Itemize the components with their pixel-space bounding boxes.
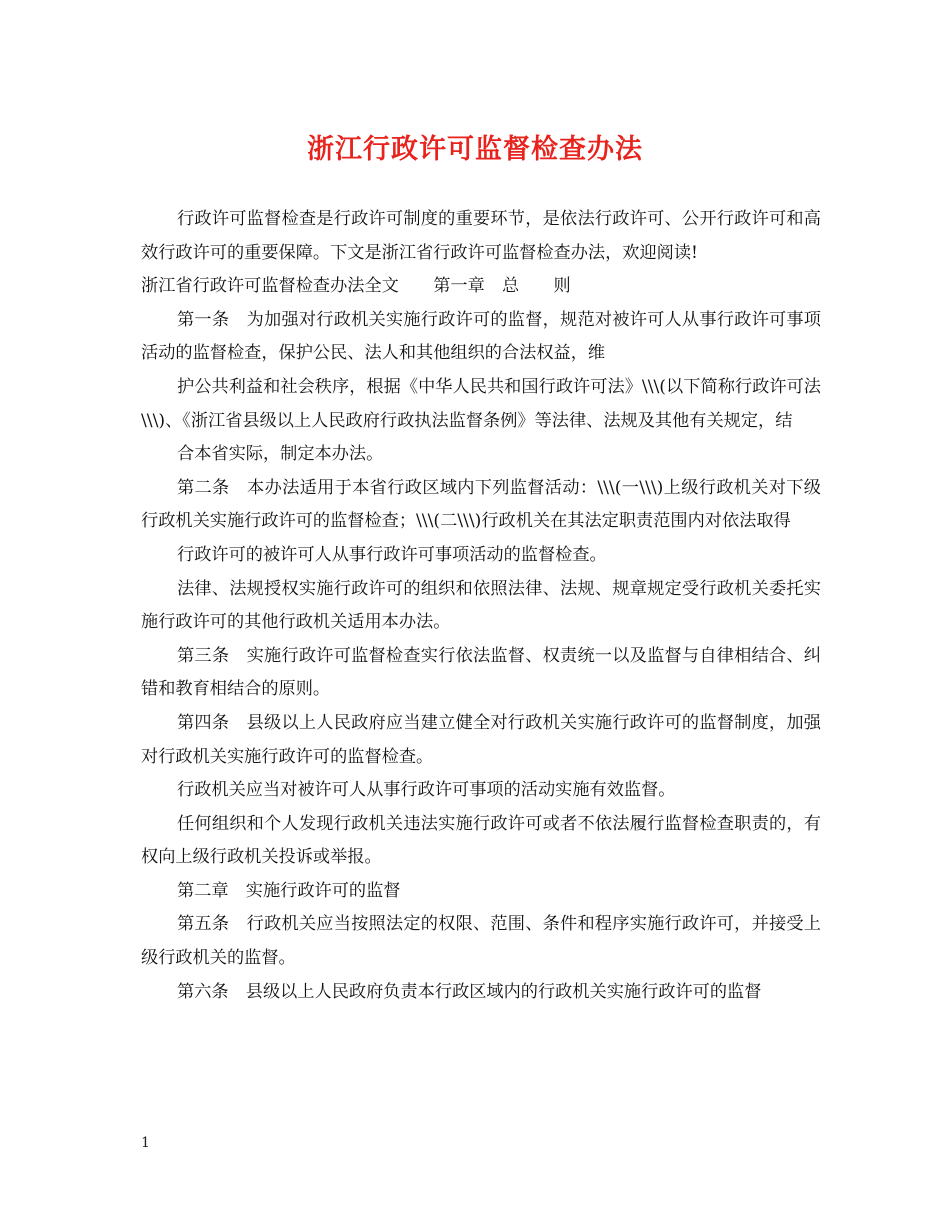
paragraph-article-1-end: 合本省实际，制定本办法。 (177, 444, 384, 465)
document-body (141, 203, 821, 1009)
paragraph-article-4-report: 任何组织和个人发现行政机关违法实施行政许可或者不依法履行监督检查职责的，有权向上级行政机关投诉或举报。 (141, 813, 821, 868)
paragraph-article-3: 第三条 实施行政许可监督检查实行依法监督、权责统一以及监督与自律相结合、纠错和教育相结合的原则。 (141, 645, 821, 700)
paragraph-article-2: 第二条 本办法适用于本省行政区域内下列监督活动：\\\(一\\\)上级行政机关对下级行政机关实施行政许可的监督检查；\\\(二\\\)行政机关在其法定职责范围内对依法取得 (141, 477, 821, 532)
paragraph-article-2-scope: 法律、法规授权实施行政许可的组织和依照法律、法规、规章规定受行政机关委托实施行政许可的其他行政机关适用本办法。 (141, 578, 821, 633)
paragraph-chapter-1-heading: 浙江省行政许可监督检查办法全文 第一章 总 则 (141, 276, 571, 297)
paragraph-article-2-cont: 行政许可的被许可人从事行政许可事项活动的监督检查。 (177, 544, 607, 565)
paragraph-article-4: 第四条 县级以上人民政府应当建立健全对行政机关实施行政许可的监督制度，加强对行政机关实施行政许可的监督检查。 (141, 712, 821, 767)
paragraph-chapter-2-heading: 第二章 实施行政许可的监督 (177, 880, 401, 901)
paragraph-article-4-cont: 行政机关应当对被许可人从事行政许可事项的活动实施有效监督。 (177, 780, 676, 801)
document-title: 浙江行政许可监督检查办法 (307, 134, 643, 165)
page-number: 1 (141, 1135, 150, 1151)
paragraph-article-1: 第一条 为加强对行政机关实施行政许可的监督，规范对被许可人从事行政许可事项活动的监督检查，保护公民、法人和其他组织的合法权益，维 (141, 309, 821, 364)
paragraph-article-1-cont: 护公共利益和社会秩序，根据《中华人民共和国行政许可法》\\\(以下简称行政许可法\\\)、《浙江省县级以上人民政府行政执法监督条例》等法律、法规及其他有关规定，结 (141, 376, 821, 431)
paragraph-article-6: 第六条 县级以上人民政府负责本行政区域内的行政机关实施行政许可的监督 (177, 981, 762, 1002)
paragraph-article-5: 第五条 行政机关应当按照法定的权限、范围、条件和程序实施行政许可，并接受上级行政机关的监督。 (141, 914, 821, 969)
paragraph-intro: 行政许可监督检查是行政许可制度的重要环节，是依法行政许可、公开行政许可和高效行政许可的重要保障。下文是浙江省行政许可监督检查办法，欢迎阅读! (141, 209, 821, 263)
